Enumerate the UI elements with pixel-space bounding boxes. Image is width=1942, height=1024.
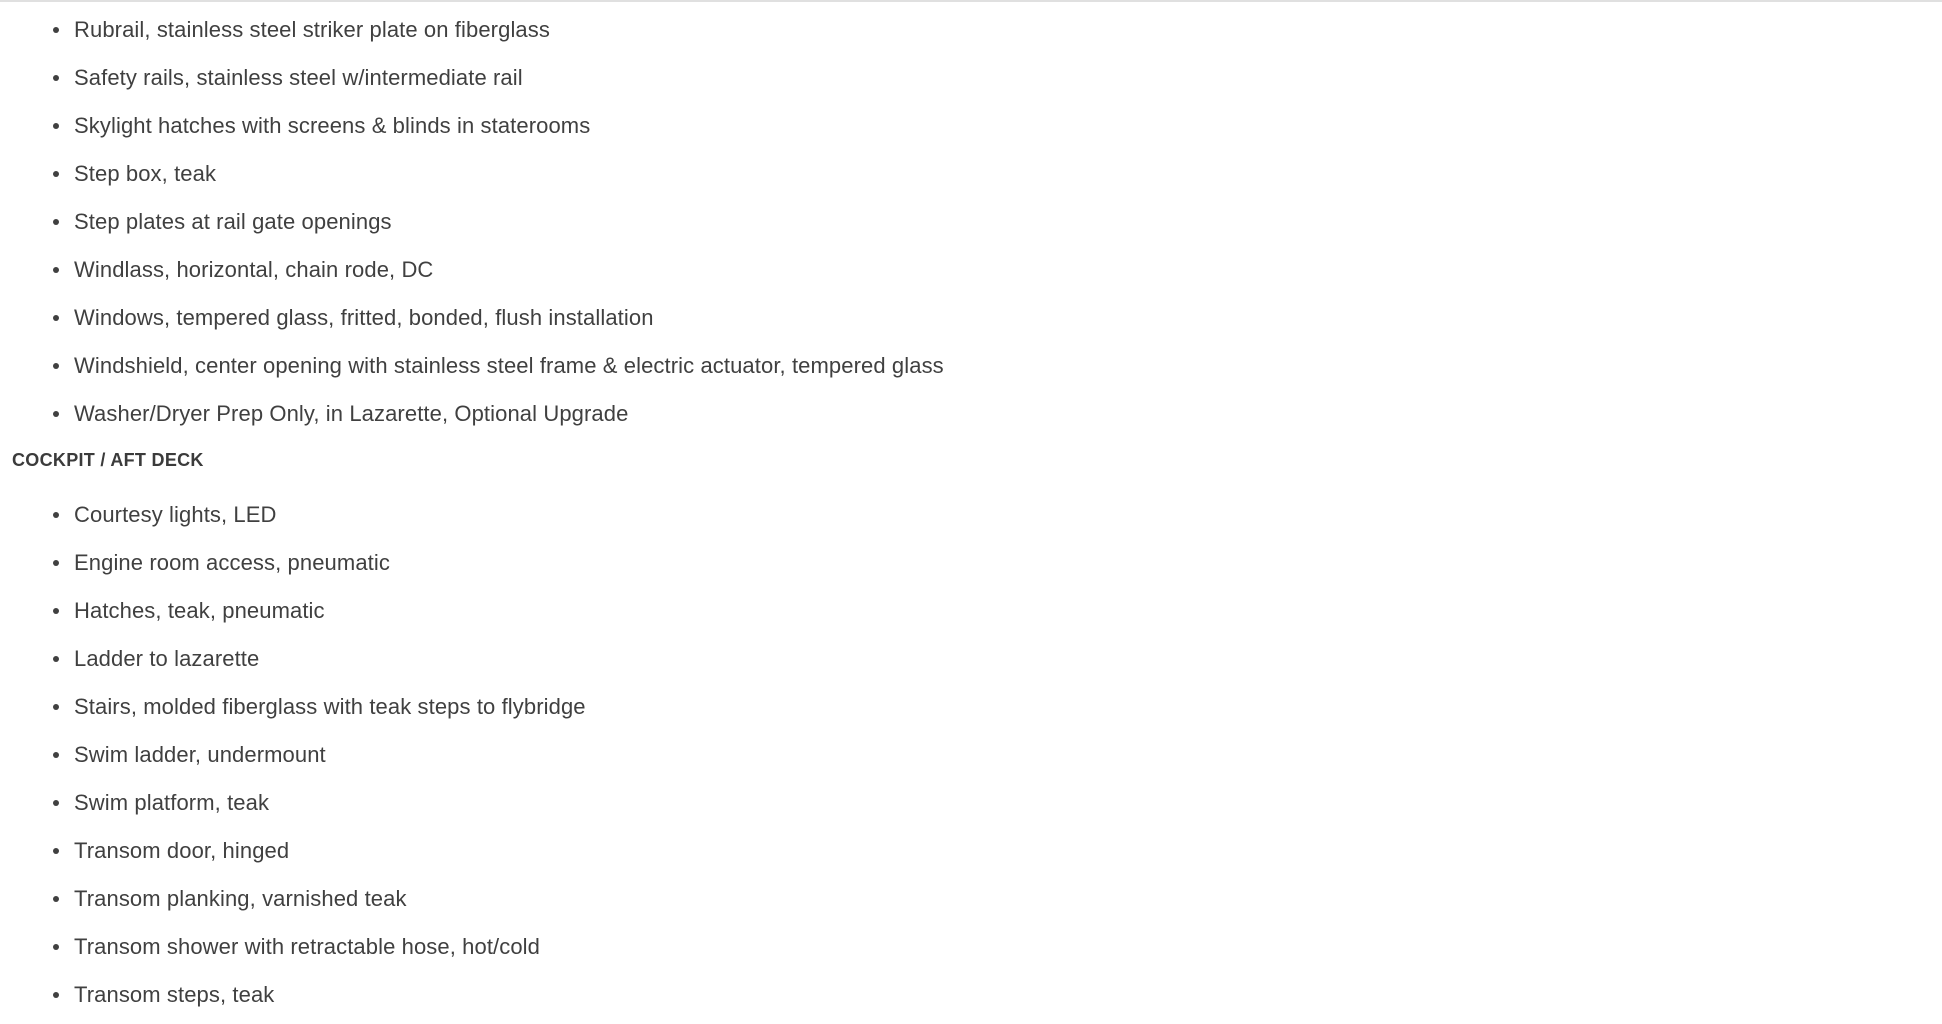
spec-list-item: Swim ladder, undermount (52, 743, 1942, 767)
spec-list-item: Step plates at rail gate openings (52, 210, 1942, 234)
spec-list-item: Transom shower with retractable hose, hot/cold (52, 935, 1942, 959)
spec-list-item: Ladder to lazarette (52, 647, 1942, 671)
spec-list-item: Swim platform, teak (52, 791, 1942, 815)
spec-list-item: Skylight hatches with screens & blinds in staterooms (52, 114, 1942, 138)
spec-list-item: Windshield, center opening with stainless steel frame & electric actuator, tempered glass (52, 354, 1942, 378)
spec-list-item: Courtesy lights, LED (52, 503, 1942, 527)
spec-sheet-content (0, 18, 1942, 1007)
spec-list-item: Windlass, horizontal, chain rode, DC (52, 258, 1942, 282)
spec-list-item: Transom door, hinged (52, 839, 1942, 863)
cockpit-aft-deck-spec-list (0, 503, 1942, 1007)
spec-list-item: Step box, teak (52, 162, 1942, 186)
spec-list-item: Engine room access, pneumatic (52, 551, 1942, 575)
spec-list-item: Hatches, teak, pneumatic (52, 599, 1942, 623)
spec-list-item: Stairs, molded fiberglass with teak steps to flybridge (52, 695, 1942, 719)
spec-list-item: Windows, tempered glass, fritted, bonded, flush installation (52, 306, 1942, 330)
page-top-divider (0, 0, 1942, 2)
section-heading-cockpit-aft-deck: COCKPIT / AFT DECK (12, 450, 204, 470)
spec-list-item: Transom planking, varnished teak (52, 887, 1942, 911)
spec-list-item: Transom steps, teak (52, 983, 1942, 1007)
deck-spec-list (0, 18, 1942, 426)
spec-list-item: Safety rails, stainless steel w/intermediate rail (52, 66, 1942, 90)
spec-list-item: Rubrail, stainless steel striker plate on fiberglass (52, 18, 1942, 42)
spec-list-item: Washer/Dryer Prep Only, in Lazarette, Optional Upgrade (52, 402, 1942, 426)
